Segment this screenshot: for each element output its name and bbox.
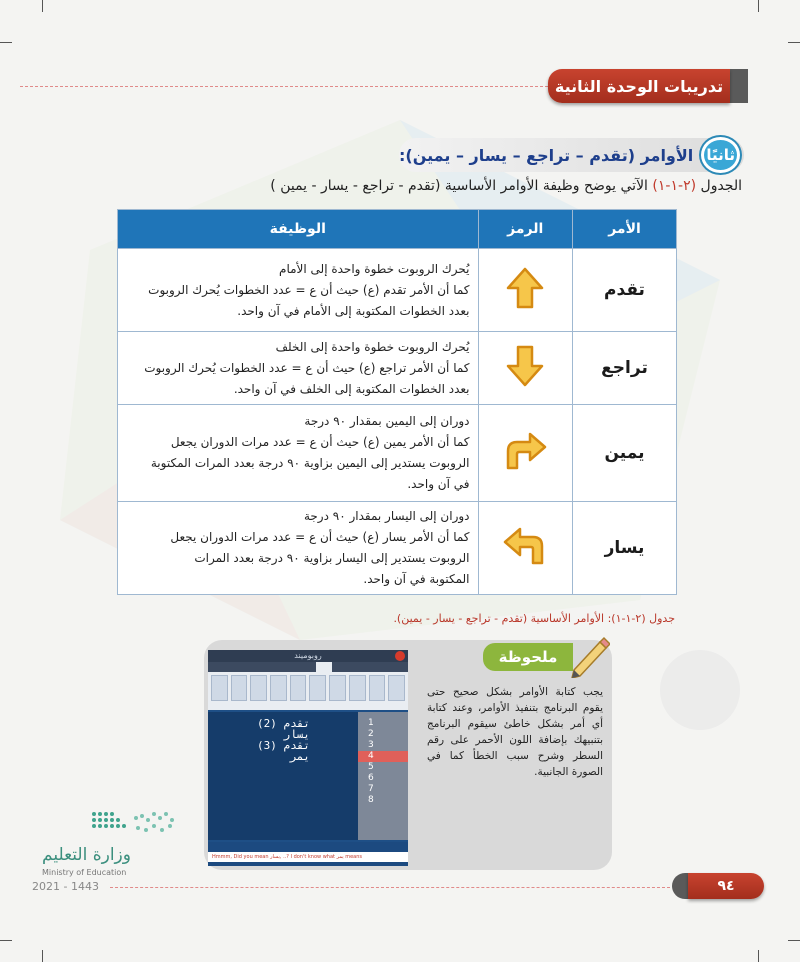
software-screenshot bbox=[208, 650, 408, 866]
code-line: تقدم (3) bbox=[257, 739, 310, 752]
commands-table bbox=[117, 209, 677, 595]
table-row bbox=[118, 249, 677, 332]
ribbon-button bbox=[329, 675, 346, 701]
line-number: 8 bbox=[368, 795, 374, 805]
pencil-icon bbox=[566, 634, 610, 678]
code-line: يسار bbox=[283, 728, 310, 741]
function-line: دوران إلى اليمين بمقدار ٩٠ درجة bbox=[304, 414, 470, 428]
arrow-up-icon bbox=[505, 266, 545, 310]
function-line: كما أن الأمر تقدم (ع) حيث أن ع = عدد الخطوات يُحرك الروبوت bbox=[148, 282, 470, 297]
symbol-cell bbox=[478, 249, 572, 332]
ministry-name-english: Ministry of Education bbox=[42, 868, 127, 877]
unit-title: تدريبات الوحدة الثانية bbox=[554, 76, 724, 96]
table-row bbox=[118, 405, 677, 502]
symbol-cell bbox=[478, 405, 572, 502]
code-editor bbox=[208, 712, 408, 840]
intro-suffix: الآتي يوضح وظيفة الأوامر الأساسية (تقدم - تراجع - يسار - يمين ) bbox=[270, 178, 648, 194]
edition-year: 2021 - 1443 bbox=[32, 880, 99, 893]
code-line: يمر bbox=[290, 750, 310, 763]
command-cell: يسار bbox=[573, 502, 677, 595]
code-area bbox=[208, 712, 358, 840]
error-line-number: 4 bbox=[358, 751, 408, 762]
command-cell: يمين bbox=[573, 405, 677, 502]
intro-prefix: الجدول bbox=[700, 178, 742, 194]
symbol-cell bbox=[478, 332, 572, 405]
ribbon-button bbox=[349, 675, 366, 701]
function-cell bbox=[118, 249, 479, 332]
note-label: ملحوظة bbox=[483, 643, 573, 671]
close-icon bbox=[395, 651, 405, 661]
line-number: 2 bbox=[368, 729, 374, 739]
section-heading bbox=[399, 138, 744, 172]
turn-left-arrow-icon bbox=[502, 526, 548, 566]
function-line: بعدد الخطوات المكتوبة إلى الأمام في آن واحد. bbox=[237, 303, 470, 318]
function-line: كما أن الأمر يمين (ع) حيث أن ع = عدد مرات الدوران يجعل bbox=[170, 435, 470, 449]
ribbon-button bbox=[231, 675, 248, 701]
header-divider bbox=[20, 86, 548, 87]
note-text: يجب كتابة الأوامر بشكل صحيح حتى يقوم البرنامج بتنفيذ الأوامر، وعند كتابة أي أمر بشكل خاطئ سيقوم البرنامج بتنبيهك بإضافة اللون الأحمر على رقم السطر وشرح سبب الخطأ كما في الصورة الجانبية. bbox=[427, 686, 603, 778]
arrow-down-icon bbox=[505, 344, 545, 388]
ministry-name-arabic: وزارة التعليم bbox=[42, 845, 131, 865]
ribbon-toolbar bbox=[208, 672, 408, 710]
ribbon-tabs bbox=[208, 662, 408, 672]
window-title: روبوميند bbox=[208, 650, 408, 662]
ribbon-button bbox=[309, 675, 326, 701]
intro-table-ref: (٢-١-١) bbox=[652, 178, 697, 194]
symbol-cell bbox=[478, 502, 572, 595]
function-line: كما أن الأمر يسار (ع) حيث أن ع = عدد مرات الدوران يجعل bbox=[170, 530, 470, 544]
unit-title-banner bbox=[548, 69, 730, 103]
function-line: يُحرك الروبوت خطوة واحدة إلى الأمام bbox=[279, 261, 470, 276]
page-number: ٩٤ bbox=[688, 873, 764, 899]
function-line: دوران إلى اليسار بمقدار ٩٠ درجة bbox=[303, 509, 470, 523]
ribbon-button bbox=[211, 675, 228, 701]
function-cell bbox=[118, 405, 479, 502]
error-message: Hmmm, Did you mean يسار, ..? I don't know what يمر means bbox=[208, 852, 408, 862]
intro-paragraph bbox=[42, 178, 742, 194]
header-function: الوظيفة bbox=[118, 210, 479, 249]
table-caption: جدول (٢-١-١): الأوامر الأساسية (تقدم - تراجع - يسار - يمين). bbox=[393, 612, 675, 625]
function-line: كما أن الأمر تراجع (ع) حيث أن ع = عدد الخطوات يُحرك الروبوت bbox=[144, 360, 470, 375]
table-row bbox=[118, 332, 677, 405]
function-line: بعدد الخطوات المكتوبة إلى الخلف في آن واحد. bbox=[233, 381, 470, 396]
line-number: 1 bbox=[368, 718, 374, 728]
command-cell: تراجع bbox=[573, 332, 677, 405]
ribbon-button bbox=[290, 675, 307, 701]
footer-divider bbox=[110, 887, 670, 888]
code-line: تقدم (2) bbox=[257, 717, 310, 730]
table-row bbox=[118, 502, 677, 595]
function-line: يُحرك الروبوت خطوة واحدة إلى الخلف bbox=[275, 339, 470, 354]
command-cell: تقدم bbox=[573, 249, 677, 332]
line-number: 6 bbox=[368, 773, 374, 783]
ribbon-button bbox=[369, 675, 386, 701]
ministry-logo-icon bbox=[90, 808, 180, 842]
line-number-gutter bbox=[358, 712, 408, 840]
section-title: الأوامر (تقدم – تراجع – يسار – يمين): bbox=[399, 145, 694, 165]
ribbon-button bbox=[250, 675, 267, 701]
ribbon-button bbox=[270, 675, 287, 701]
table-header-row bbox=[118, 210, 677, 249]
function-cell bbox=[118, 332, 479, 405]
function-line: المكتوبة في آن واحد. bbox=[363, 572, 470, 586]
section-badge: ثانيًا bbox=[701, 137, 740, 173]
function-line: الروبوت يستدير إلى اليمين بزاوية ٩٠ درجة بعدد المرات المكتوبة bbox=[150, 456, 470, 470]
line-number: 7 bbox=[368, 784, 374, 794]
function-line: الروبوت يستدير إلى اليسار بزاوية ٩٠ درجة بعدد المرات bbox=[194, 551, 470, 565]
header-command: الأمر bbox=[573, 210, 677, 249]
function-line: في آن واحد. bbox=[407, 477, 470, 491]
header-symbol: الرمز bbox=[478, 210, 572, 249]
line-number: 3 bbox=[368, 740, 374, 750]
line-number: 5 bbox=[368, 762, 374, 772]
function-cell bbox=[118, 502, 479, 595]
ribbon-button bbox=[388, 675, 405, 701]
turn-right-arrow-icon bbox=[502, 431, 548, 471]
